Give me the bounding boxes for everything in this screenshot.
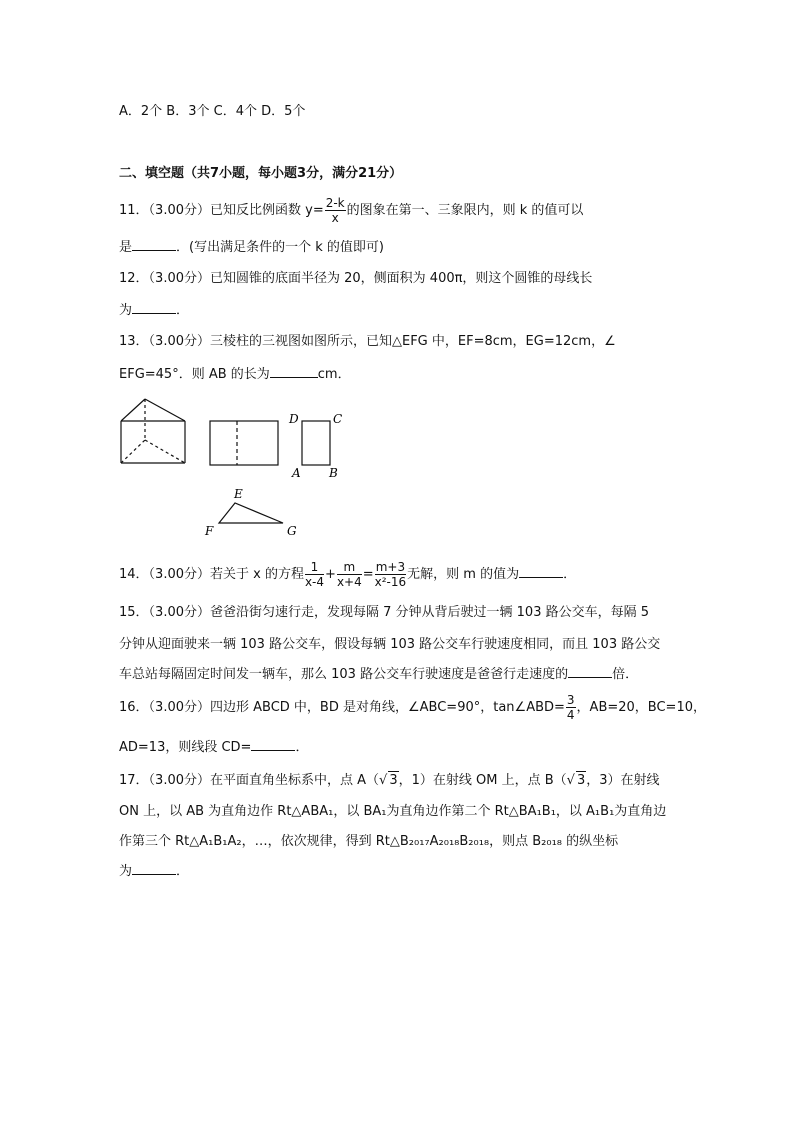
- q11-frac-num: 2-k: [325, 196, 345, 210]
- q15-line1: 15．（3.00分）爸爸沿街匀速行走，发现每隔 7 分钟从背后驶过一辆 103 路公交车，每隔 5: [119, 605, 650, 620]
- q14-text-a: 14．（3.00分）若关于 x 的方程: [119, 567, 304, 582]
- answer-blank[interactable]: [270, 365, 318, 378]
- q16-frac-num: 3: [566, 693, 575, 707]
- q10-options: A．2个 B．3个 C．4个 D．5个: [119, 104, 306, 119]
- q12-line2: [119, 301, 189, 320]
- section-title: 二、填空题（共7小题，每小题3分，满分21分）: [119, 166, 403, 181]
- q14-f3-den: x²-16: [374, 575, 407, 589]
- prism-view: [121, 399, 185, 463]
- label-D: D: [289, 412, 299, 426]
- q14-fraction-2: [337, 560, 362, 589]
- q14-line: [119, 560, 576, 589]
- q15-line2: 分钟从迎面驶来一辆 103 路公交车，假设每辆 103 路公交车行驶速度相同，而且 103 路公交: [119, 637, 661, 652]
- q14-f2-den: x+4: [336, 575, 362, 589]
- q15-line3: [119, 665, 638, 684]
- q13-line2-post: cm．: [317, 367, 351, 382]
- q16-line2-pre: AD=13，则线段 CD=: [119, 740, 252, 755]
- q11-text-a: 11．（3.00分）已知反比例函数 y=: [119, 203, 324, 218]
- answer-blank[interactable]: [132, 238, 176, 251]
- answer-blank[interactable]: [251, 738, 295, 751]
- q12-line2-pre: 为: [119, 303, 133, 318]
- q17-line4: [119, 862, 189, 881]
- q16-text-a: 16．（3.00分）四边形 ABCD 中，BD 是对角线，∠ABC=90°，tan∠ABD=: [119, 700, 565, 715]
- label-C: C: [333, 412, 343, 426]
- label-G: G: [287, 524, 297, 538]
- three-view-figure: [115, 395, 345, 545]
- answer-blank[interactable]: [519, 565, 563, 578]
- label-F: F: [205, 524, 214, 538]
- answer-blank[interactable]: [132, 862, 176, 875]
- q17-line2: ON 上，以 AB 为直角边作 Rt△ABA₁，以 BA₁为直角边作第二个 Rt△BA₁B₁，以 A₁B₁为直角边: [119, 804, 667, 819]
- sqrt-sign: √: [566, 773, 575, 788]
- q16-line1: [119, 693, 706, 722]
- q15-line3-post: 倍．: [612, 667, 639, 682]
- sqrt-sign: √: [379, 773, 388, 788]
- label-A: A: [292, 466, 301, 480]
- q15-line3-pre: 车总站每隔固定时间发一辆车，那么 103 路公交车行驶速度是爸爸行走速度的: [119, 667, 569, 682]
- q14-text-b: 无解，则 m 的值为: [407, 567, 520, 582]
- answer-blank[interactable]: [132, 301, 176, 314]
- q14-f3-num: m+3: [375, 560, 406, 574]
- q11-line1: [119, 196, 583, 225]
- q14-end: ．: [563, 567, 577, 582]
- q11-fraction: [325, 196, 346, 225]
- side-view: [302, 421, 330, 465]
- q17-line3: 作第三个 Rt△A₁B₁A₂，…，依次规律，得到 Rt△B₂₀₁₇A₂₀₁₈B₂₀₁₈，则点 B₂₀₁₈ 的纵坐标: [119, 834, 619, 849]
- q12-line1: 12．（3.00分）已知圆锥的底面半径为 20，侧面积为 400π，则这个圆锥的母线长: [119, 271, 593, 286]
- q16-line2-post: ．: [295, 740, 309, 755]
- q11-frac-den: x: [331, 211, 339, 225]
- q17-text-a: 17．（3.00分）在平面直角坐标系中，点 A（: [119, 773, 380, 788]
- q11-line2: [119, 238, 384, 257]
- q14-plus: +: [325, 567, 336, 582]
- q16-text-b: ，AB=20，BC=10，: [576, 700, 706, 715]
- q14-fraction-3: [375, 560, 407, 589]
- q17-text-b: ，1）在射线 OM 上，点 B（: [398, 773, 567, 788]
- q17-sqrt-2: 3: [576, 773, 586, 788]
- q13-line2: [119, 365, 351, 384]
- q13-line2-pre: EFG=45°．则 AB 的长为: [119, 367, 270, 382]
- q14-equals: =: [362, 567, 374, 582]
- q11-line2-post: ．(写出满足条件的一个 k 的值即可): [176, 240, 384, 255]
- q16-frac-den: 4: [566, 708, 575, 722]
- q11-line2-pre: 是: [119, 240, 133, 255]
- label-E: E: [234, 487, 243, 501]
- q14-f2-num: m: [337, 560, 362, 575]
- q16-line2: [119, 738, 308, 757]
- answer-blank[interactable]: [568, 665, 612, 678]
- q12-line2-post: ．: [176, 303, 190, 318]
- triangle-efg: [219, 503, 283, 523]
- q14-f1-num: 1: [305, 560, 324, 575]
- front-view: [210, 421, 278, 465]
- q17-line4-pre: 为: [119, 864, 133, 879]
- q17-sqrt-1: 3: [389, 773, 398, 788]
- q13-line1: 13．（3.00分）三棱柱的三视图如图所示，已知△EFG 中，EF=8cm，EG=12cm，∠: [119, 334, 616, 349]
- q17-line1: [119, 771, 660, 790]
- q14-f1-den: x-4: [304, 575, 325, 589]
- q11-text-b: 的图象在第一、三象限内，则 k 的值可以: [346, 203, 584, 218]
- q16-fraction: [566, 693, 576, 722]
- q17-text-c: ，3）在射线: [586, 773, 660, 788]
- q17-line4-post: ．: [176, 864, 190, 879]
- label-B: B: [329, 466, 338, 480]
- q14-fraction-1: [305, 560, 324, 589]
